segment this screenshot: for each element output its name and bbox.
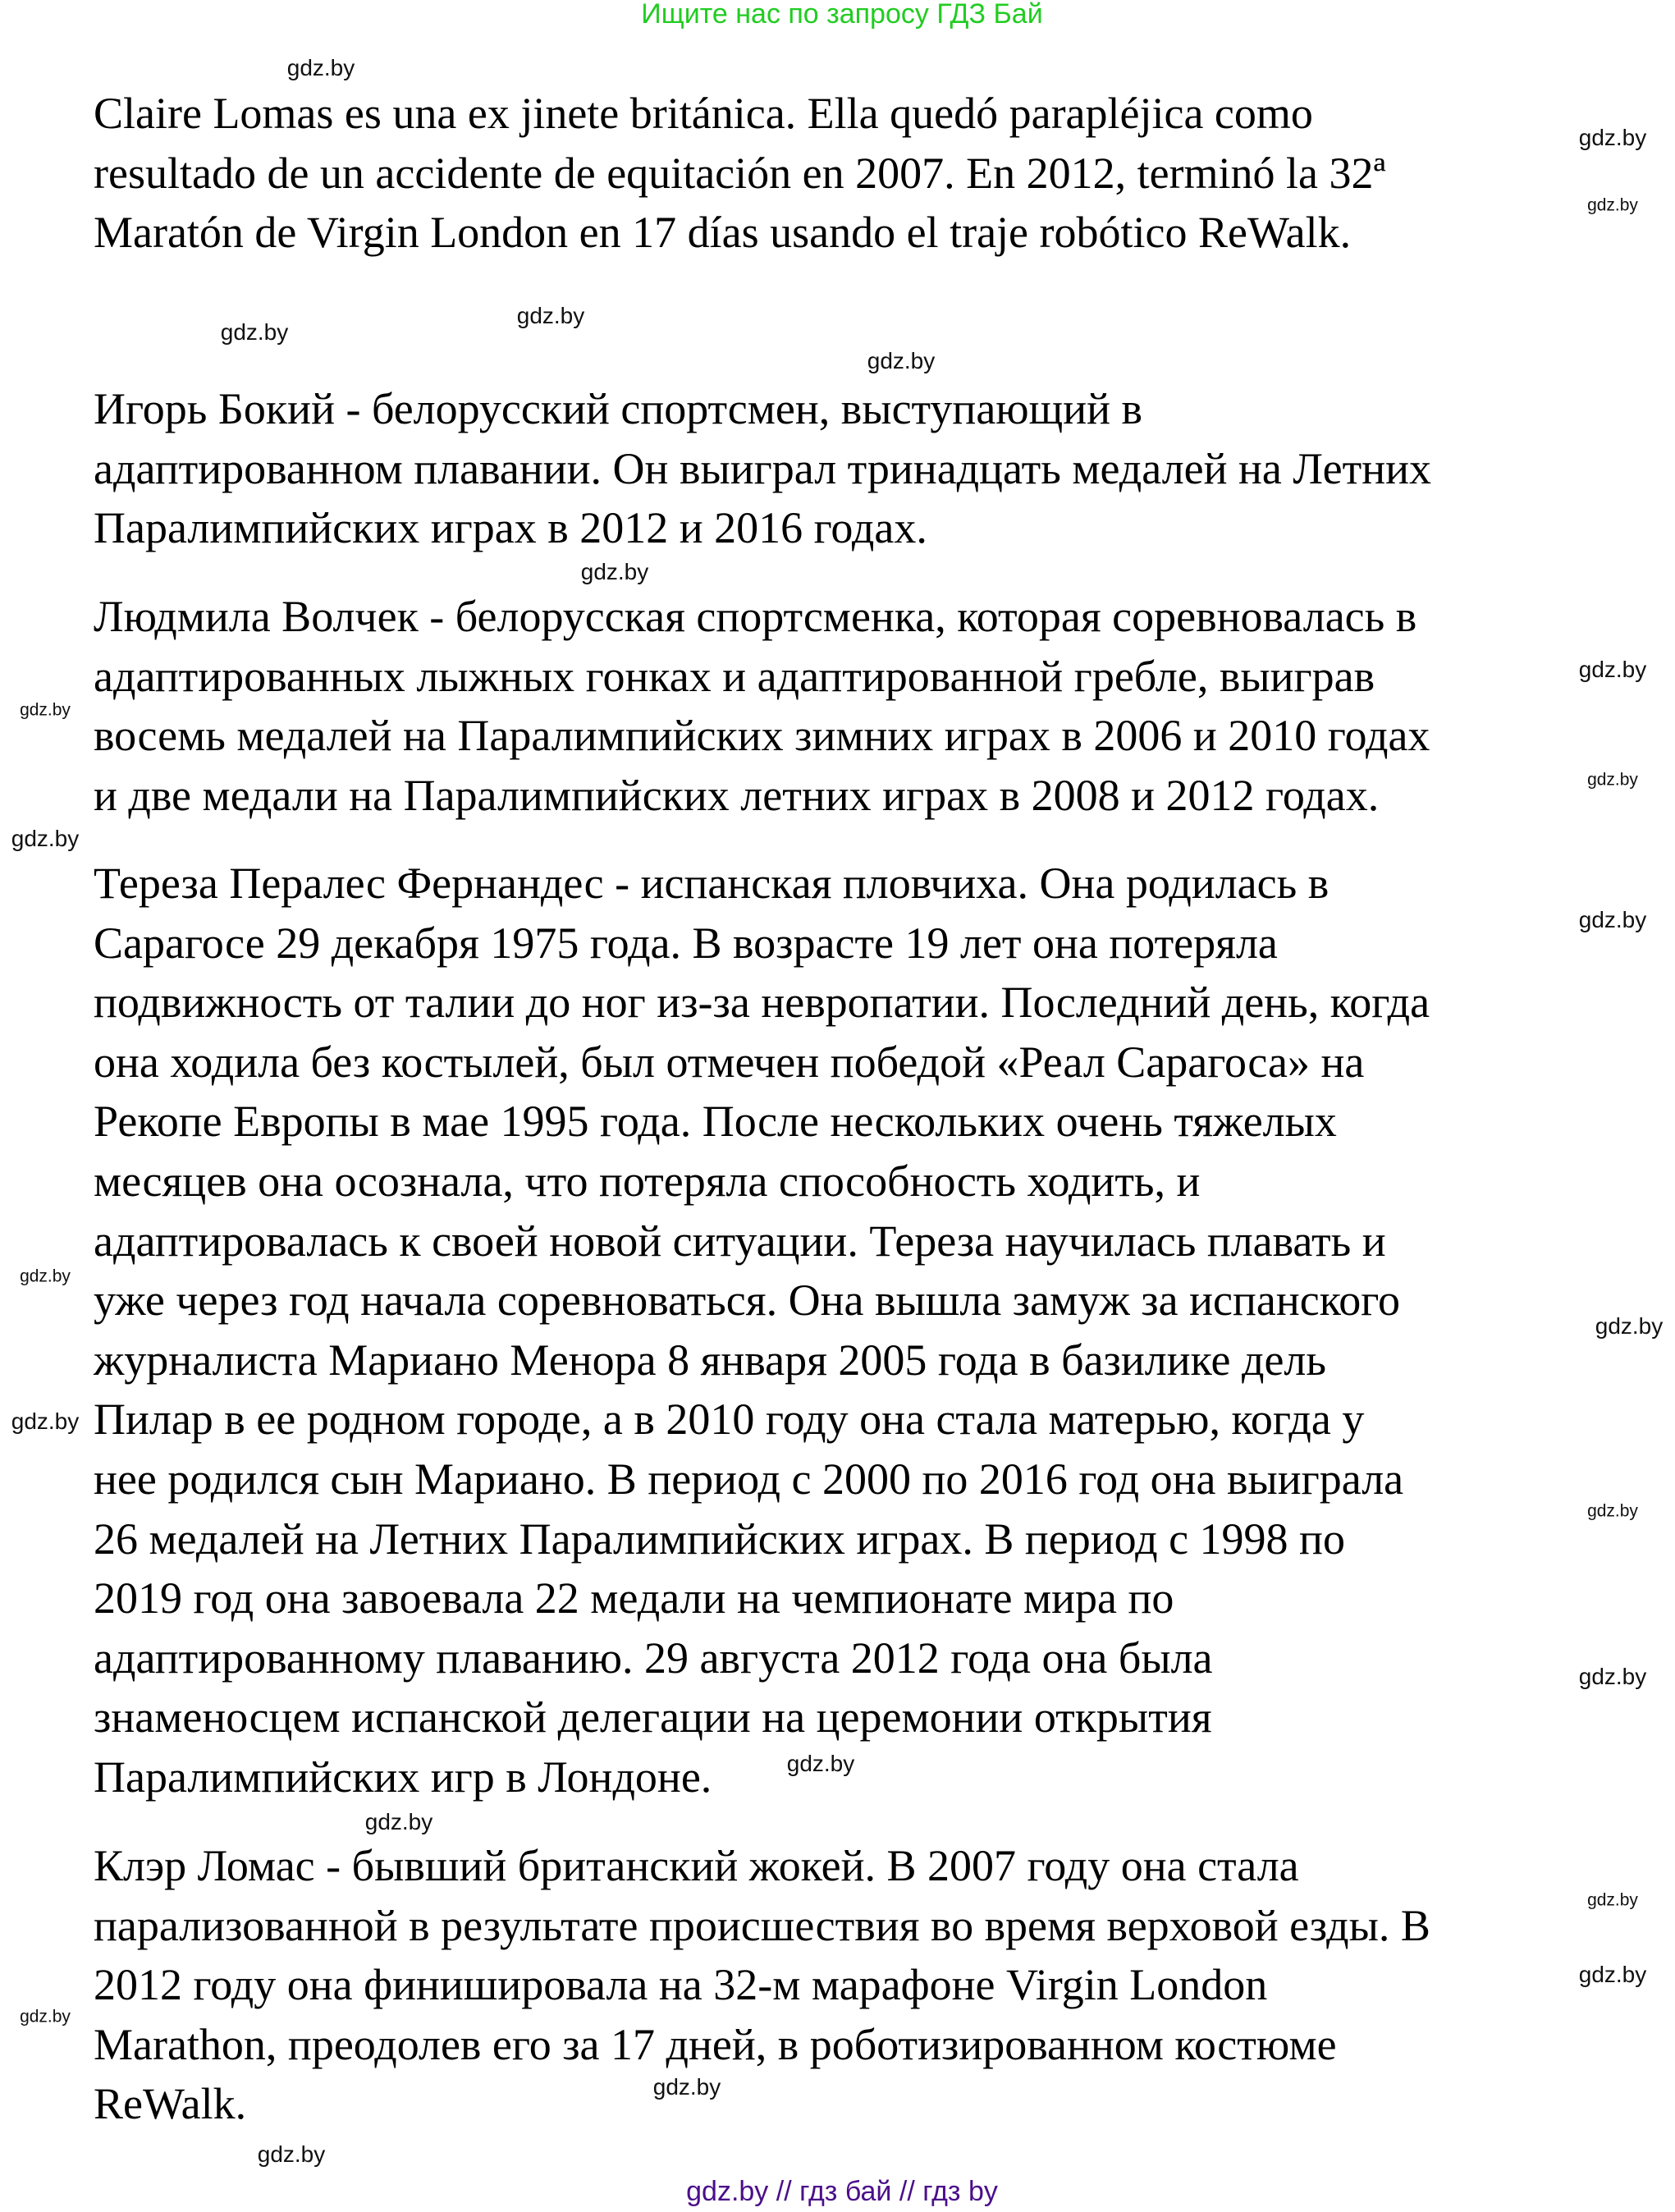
- text-line: парализованной в результате происшествия во время верховой езды. В: [94, 1900, 1430, 1950]
- watermark: gdz.by: [11, 1408, 80, 1434]
- text-line: уже через год начала соревноваться. Она вышла замуж за испанского: [94, 1275, 1400, 1326]
- paragraph: [94, 587, 1430, 825]
- text-line: 26 медалей на Летних Паралимпийских играх. В период с 1998 по: [94, 1514, 1345, 1564]
- watermark: gdz.by: [1578, 1664, 1647, 1689]
- text-line: Marathon, преодолев его за 17 дней, в роботизированном костюме: [94, 2019, 1337, 2069]
- watermark: gdz.by: [1587, 770, 1638, 790]
- text-line: Игорь Бокий - белорусский спортсмен, выступающий в: [94, 384, 1143, 433]
- text-line: Паралимпийских игр в Лондоне.: [94, 1752, 712, 1802]
- paragraph: [94, 854, 1430, 1807]
- text-line: Сарагосе 29 декабря 1975 года. В возрасте 19 лет она потеряла: [94, 918, 1278, 968]
- watermark: gdz.by: [364, 1809, 433, 1834]
- text-line: адаптировалась к своей новой ситуации. Тереза научилась плавать и: [94, 1216, 1386, 1266]
- watermark: gdz.by: [516, 303, 585, 328]
- watermark: gdz.by: [580, 559, 649, 584]
- text-line: 2012 году она финишировала на 32-м марафоне Virgin London: [94, 1960, 1268, 2010]
- watermark: gdz.by: [1578, 1962, 1647, 1987]
- watermark: gdz.by: [286, 55, 355, 80]
- text-line: Пилар в ее родном городе, а в 2010 году она стала матерью, когда у: [94, 1395, 1365, 1445]
- text-line: она ходила без костылей, был отмечен победой «Реал Сарагоса» на: [94, 1037, 1365, 1087]
- watermark: gdz.by: [1587, 195, 1638, 215]
- watermark: gdz.by: [1587, 1890, 1638, 1910]
- text-line: Тереза Пералес Фернандес - испанская пловчиха. Она родилась в: [94, 859, 1329, 908]
- watermark: gdz.by: [1578, 657, 1647, 682]
- text-line: журналиста Мариано Менора 8 января 2005 года в базилике дель: [94, 1335, 1326, 1385]
- watermark: gdz.by: [786, 1751, 855, 1776]
- watermark: gdz.by: [867, 348, 936, 373]
- text-line: нее родился сын Мариано. В период с 2000 по 2016 год она выиграла: [94, 1454, 1404, 1504]
- paragraph: [94, 84, 1385, 263]
- text-line: адаптированному плаванию. 29 августа 2012 года она была: [94, 1633, 1213, 1683]
- footer-links[interactable]: gdz.by // гдз бай // гдз by: [686, 2176, 998, 2207]
- paragraph: [94, 379, 1431, 558]
- text-line: месяцев она осознала, что потеряла способность ходить, и: [94, 1156, 1201, 1206]
- text-line: Рекопе Европы в мае 1995 года. После нескольких очень тяжелых: [94, 1097, 1337, 1147]
- text-line: ReWalk.: [94, 2079, 247, 2129]
- watermark: gdz.by: [1578, 907, 1647, 932]
- text-line: и две медали на Паралимпийских летних играх в 2008 и 2012 годах.: [94, 770, 1380, 820]
- paragraph: [94, 1836, 1430, 2134]
- text-line: восемь медалей на Паралимпийских зимних играх в 2006 и 2010 годах: [94, 711, 1430, 761]
- text-line: Людмила Волчек - белорусская спортсменка, которая соревновалась в: [94, 592, 1417, 641]
- text-line: resultado de un accidente de equitación en 2007. En 2012, terminó la 32ª: [94, 148, 1386, 198]
- text-line: Паралимпийских играх в 2012 и 2016 годах.: [94, 503, 927, 553]
- text-line: 2019 год она завоевала 22 медали на чемпионате мира по: [94, 1573, 1174, 1624]
- watermark: gdz.by: [20, 700, 71, 720]
- watermark: gdz.by: [1578, 125, 1647, 150]
- text-line: адаптированном плавании. Он выиграл тринадцать медалей на Летних: [94, 443, 1431, 493]
- watermark: gdz.by: [652, 2074, 721, 2100]
- text-line: знаменосцем испанской делегации на церемонии открытия: [94, 1692, 1212, 1743]
- text-line: Клэр Ломас - бывший британский жокей. В 2007 году она стала: [94, 1841, 1299, 1890]
- text-line: Claire Lomas es una ex jinete británica. Ella quedó parapléjica como: [94, 89, 1313, 138]
- watermark: gdz.by: [11, 826, 80, 851]
- text-line: подвижность от талии до ног из-за невропатии. Последний день, когда: [94, 978, 1430, 1028]
- watermark: gdz.by: [220, 319, 289, 345]
- watermark: gdz.by: [1587, 1501, 1638, 1521]
- text-line: адаптированных лыжных гонках и адаптированной гребле, выиграв: [94, 651, 1375, 701]
- watermark: gdz.by: [20, 1266, 71, 1286]
- watermark: gdz.by: [20, 2007, 71, 2027]
- watermark: gdz.by: [1595, 1313, 1664, 1339]
- text-line: Maratón de Virgin London en 17 días usando el traje robótico ReWalk.: [94, 208, 1352, 258]
- header-banner[interactable]: Ищите нас по запросу ГДЗ Бай: [641, 0, 1043, 30]
- watermark: gdz.by: [257, 2141, 326, 2167]
